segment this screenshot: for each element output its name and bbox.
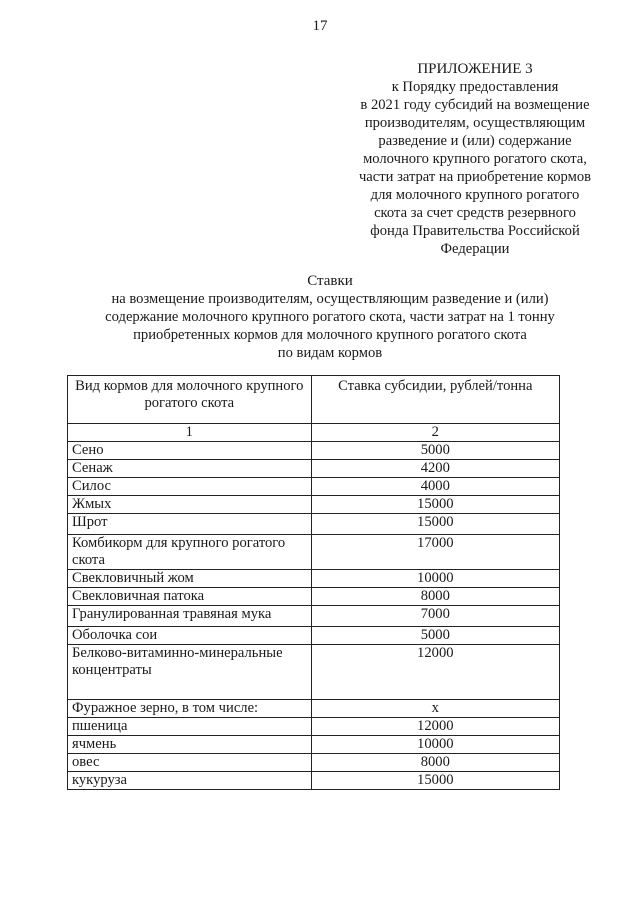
header-rate: Ставка субсидии, рублей/тонна <box>311 376 559 424</box>
feed-rate: 7000 <box>311 606 559 627</box>
rates-title-main: Ставки <box>307 273 353 289</box>
annex-line: производителям, осуществляющим <box>364 115 586 131</box>
table-row <box>68 718 560 736</box>
annex-line: для молочного крупного рогатого <box>370 187 580 203</box>
feed-rate: х <box>311 700 559 718</box>
annex-header <box>330 60 620 258</box>
feed-rate: 10000 <box>311 736 559 754</box>
feed-name: Свекловичный жом <box>68 570 312 588</box>
feed-name: Сено <box>68 442 312 460</box>
feed-name: ячмень <box>68 736 312 754</box>
table-row <box>68 514 560 535</box>
feed-rate: 8000 <box>311 588 559 606</box>
table-row <box>68 535 560 570</box>
feed-rate: 5000 <box>311 627 559 645</box>
table-row <box>68 588 560 606</box>
annex-line: фонда Правительства Российской <box>370 223 580 239</box>
table-row <box>68 478 560 496</box>
feed-name: Гранулированная травяная мука <box>68 606 312 627</box>
annex-line: части затрат на приобретение кормов <box>358 169 592 185</box>
annex-line: скота за счет средств резервного <box>374 205 576 221</box>
feed-rate: 10000 <box>311 570 559 588</box>
rates-title-line: содержание молочного крупного рогатого скота, части затрат на 1 тонну <box>105 309 555 325</box>
feed-rate: 17000 <box>311 535 559 570</box>
annex-title: ПРИЛОЖЕНИЕ 3 <box>417 61 533 77</box>
page-number: 17 <box>312 18 328 34</box>
feed-rate: 12000 <box>311 718 559 736</box>
feed-rate: 8000 <box>311 754 559 772</box>
column-number-row <box>68 424 560 442</box>
annex-line: в 2021 году субсидий на возмещение <box>360 97 590 113</box>
feed-rate: 15000 <box>311 496 559 514</box>
feed-name: пшеница <box>68 718 312 736</box>
table-row <box>68 736 560 754</box>
rates-title-line: на возмещение производителям, осуществляющим разведение и (или) <box>111 291 549 307</box>
table-row <box>68 606 560 627</box>
feed-rate: 4200 <box>311 460 559 478</box>
feed-rate: 15000 <box>311 772 559 790</box>
table-row <box>68 442 560 460</box>
table-row <box>68 570 560 588</box>
feed-name: Комбикорм для крупного рогатого скота <box>68 535 312 570</box>
feed-rate: 12000 <box>311 645 559 700</box>
feed-rate: 4000 <box>311 478 559 496</box>
feed-name: кукуруза <box>68 772 312 790</box>
feed-name: Шрот <box>68 514 312 535</box>
rates-title-line: приобретенных кормов для молочного крупного рогатого скота <box>133 327 527 343</box>
feed-name: овес <box>68 754 312 772</box>
table-row <box>68 496 560 514</box>
annex-line: Федерации <box>440 241 510 257</box>
column-number: 1 <box>68 424 312 442</box>
table-row <box>68 645 560 700</box>
rates-title-line: по видам кормов <box>277 345 383 361</box>
feed-name: Оболочка сои <box>68 627 312 645</box>
table-row <box>68 700 560 718</box>
feed-name: Жмых <box>68 496 312 514</box>
table-row <box>68 772 560 790</box>
header-feed-type: Вид кормов для молочного крупного рогатого скота <box>68 376 312 424</box>
feed-name: Белково-витаминно-минеральные концентраты <box>68 645 312 700</box>
feed-name: Сенаж <box>68 460 312 478</box>
feed-rate: 15000 <box>311 514 559 535</box>
table-row <box>68 460 560 478</box>
feed-name: Свекловичная патока <box>68 588 312 606</box>
feed-name: Фуражное зерно, в том числе: <box>68 700 312 718</box>
table-row <box>68 754 560 772</box>
annex-line: к Порядку предоставления <box>391 79 559 95</box>
rates-table <box>67 375 560 790</box>
column-number: 2 <box>311 424 559 442</box>
feed-name: Силос <box>68 478 312 496</box>
table-header-row <box>68 376 560 424</box>
table-row <box>68 627 560 645</box>
feed-rate: 5000 <box>311 442 559 460</box>
rates-title <box>40 272 620 362</box>
annex-line: молочного крупного рогатого скота, <box>363 151 587 167</box>
annex-line: разведение и (или) содержание <box>378 133 572 149</box>
